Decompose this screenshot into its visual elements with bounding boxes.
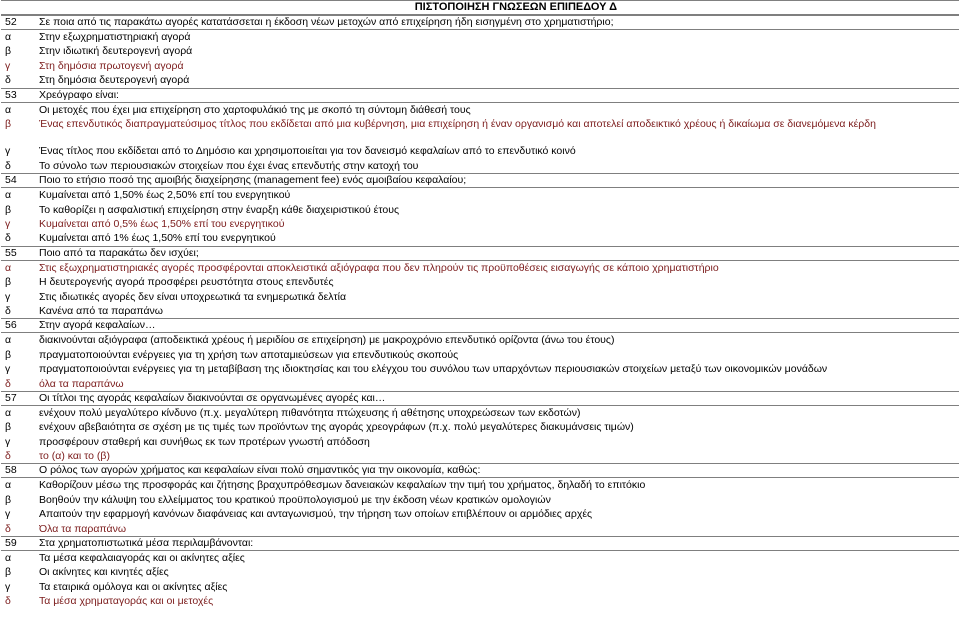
- question-row: [1, 173, 959, 188]
- answer-row: [1, 231, 959, 245]
- answer-row: [1, 217, 959, 231]
- question-sheet: [1, 0, 959, 609]
- answer-row: [1, 522, 959, 536]
- question-text: Ποιο από τα παρακάτω δεν ισχύει;: [39, 246, 199, 259]
- answer-row: [1, 449, 959, 463]
- answer-row: [1, 551, 959, 565]
- answer-text: πραγματοποιούνται ενέργειες για τη χρήση των αποταμιεύσεων για επενδυτικούς σκοπούς: [39, 348, 459, 361]
- answer-letter: α: [5, 261, 12, 274]
- answer-letter: δ: [5, 74, 11, 87]
- question-number: 54: [5, 174, 17, 187]
- page-title: ΠΙΣΤΟΠΟΙΗΣΗ ΓΝΩΣΕΩΝ ΕΠΙΠΕΔΟΥ Δ: [1, 1, 959, 15]
- answer-letter: β: [5, 117, 12, 130]
- question-row: [1, 463, 959, 478]
- answer-row: [1, 117, 959, 145]
- answer-letter: α: [5, 103, 12, 116]
- question-number: 59: [5, 537, 17, 550]
- answer-text: ενέχουν αβεβαιότητα σε σχέση με τις τιμές των προϊόντων της αγοράς χρεογράφων (π.χ. πολύ μεγαλύτερες διακυμάνσεις τιμών): [39, 421, 634, 434]
- question-row: [1, 536, 959, 551]
- answer-letter: γ: [5, 435, 11, 448]
- answer-text: Στις εξωχρηματιστηριακές αγορές προσφέρονται αποκλειστικά αξιόγραφα που δεν πληρούν τις προϋποθέσεις εισαγωγής σε κάποιο χρηματιστήριο: [39, 261, 719, 274]
- answer-letter: δ: [5, 159, 11, 172]
- answer-row: [1, 304, 959, 318]
- answer-row: [1, 594, 959, 608]
- question-number: 53: [5, 88, 17, 101]
- answer-row: [1, 275, 959, 289]
- question-text: Στην αγορά κεφαλαίων…: [39, 319, 156, 332]
- answer-letter: β: [5, 566, 12, 579]
- answer-row: [1, 73, 959, 87]
- answer-letter: γ: [5, 290, 11, 303]
- question-row: [1, 15, 959, 30]
- question-number: 58: [5, 464, 17, 477]
- answer-letter: δ: [5, 522, 11, 535]
- answer-letter: δ: [5, 450, 11, 463]
- answer-row: [1, 580, 959, 594]
- answer-letter: δ: [5, 232, 11, 245]
- answer-letter: α: [5, 479, 12, 492]
- answer-text: πραγματοποιούνται ενέργειες για τη μεταβίβαση της ιδιοκτησίας και του ελέγχου του συνόλου των υπαρχόντων περιουσιακών στοιχείων μεταξύ των οικονομικών μονάδων: [39, 363, 828, 376]
- question-row: [1, 88, 959, 103]
- answer-text: Όλα τα παραπάνω: [39, 522, 127, 535]
- answer-letter: α: [5, 552, 12, 565]
- answer-letter: β: [5, 421, 12, 434]
- question-list: [1, 15, 959, 609]
- answer-row: [1, 144, 959, 158]
- question-text: Σε ποια από τις παρακάτω αγορές κατατάσσεται η έκδοση νέων μετοχών από επιχείρηση ήδη εισηγμένη στο χρηματιστήριο;: [39, 16, 614, 28]
- question-row: [1, 391, 959, 406]
- answer-row: [1, 290, 959, 304]
- answer-row: [1, 44, 959, 58]
- answer-text: Το καθορίζει η ασφαλιστική επιχείρηση στην έναρξη κάθε διαχειριστικού έτους: [39, 203, 400, 216]
- answer-text: Στη δημόσια δευτερογενή αγορά: [39, 74, 190, 87]
- answer-text: Στη δημόσια πρωτογενή αγορά: [39, 59, 184, 72]
- answer-text: ενέχουν πολύ μεγαλύτερο κίνδυνο (π.χ. μεγαλύτερη πιθανότητα πτώχευσης ή αθέτησης υποχρεώσεων των εκδοτών): [39, 406, 581, 419]
- answer-letter: β: [5, 493, 12, 506]
- answer-text: Στις ιδιωτικές αγορές δεν είναι υποχρεωτικά τα ενημερωτικά δελτία: [39, 290, 347, 303]
- answer-text: Η δευτερογενής αγορά προσφέρει ρευστότητα στους επενδυτές: [39, 276, 334, 289]
- answer-row: [1, 478, 959, 492]
- answer-text: διακινούνται αξιόγραφα (αποδεικτικά χρέους ή μεριδίου σε επιχείρηση) με μακροχρόνιο επενδυτικό ορίζοντα (άνω του έτους): [39, 334, 615, 347]
- answer-letter: β: [5, 203, 12, 216]
- answer-row: [1, 333, 959, 347]
- question-number: 55: [5, 246, 17, 259]
- answer-text: Βοηθούν την κάλυψη του ελλείμματος του κρατικού προϋπολογισμού με την έκδοση νέων κρατικών ομολογιών: [39, 493, 551, 506]
- answer-letter: β: [5, 45, 12, 58]
- answer-text: Κυμαίνεται από 1,50% έως 2,50% επί του ενεργητικού: [39, 189, 291, 202]
- answer-text: Ένας τίτλος που εκδίδεται από το Δημόσιο και χρησιμοποιείται για τον δανεισμό κεφαλαίων από το επενδυτικό κοινό: [39, 145, 576, 158]
- answer-text: Στην εξωχρηματιστηριακή αγορά: [39, 31, 191, 43]
- answer-letter: β: [5, 276, 12, 289]
- question-number: 56: [5, 319, 17, 332]
- answer-row: [1, 261, 959, 275]
- answer-letter: α: [5, 189, 12, 202]
- answer-letter: γ: [5, 59, 11, 72]
- answer-letter: γ: [5, 508, 11, 521]
- answer-row: [1, 362, 959, 376]
- answer-text: το (α) και το (β): [39, 450, 110, 463]
- question-text: Ο ρόλος των αγορών χρήματος και κεφαλαίων είναι πολύ σημαντικός για την οικονομία, καθώς:: [39, 464, 481, 477]
- answer-letter: γ: [5, 580, 11, 593]
- answer-row: [1, 377, 959, 391]
- answer-letter: γ: [5, 145, 11, 158]
- answer-text: Οι ακίνητες και κινητές αξίες: [39, 566, 169, 579]
- answer-text: Κυμαίνεται από 1% έως 1,50% επί του ενεργητικού: [39, 232, 276, 245]
- answer-row: [1, 103, 959, 117]
- answer-text: Κανένα από τα παραπάνω: [39, 304, 163, 317]
- question-text: Χρεόγραφο είναι:: [39, 88, 119, 101]
- question-number: 57: [5, 391, 17, 404]
- answer-row: [1, 188, 959, 202]
- answer-row: [1, 159, 959, 173]
- answer-row: [1, 493, 959, 507]
- answer-letter: δ: [5, 304, 11, 317]
- answer-text: Τα εταιρικά ομόλογα και οι ακίνητες αξίες: [39, 580, 228, 593]
- answer-letter: γ: [5, 218, 11, 231]
- answer-letter: γ: [5, 363, 11, 376]
- answer-letter: δ: [5, 377, 11, 390]
- answer-row: [1, 59, 959, 73]
- answer-text: Ένας επενδυτικός διαπραγματεύσιμος τίτλος που εκδίδεται από μια κυβέρνηση, μια επιχείρηση ή έναν οργανισμό και αποτελεί αποδεικτικό χρέους ή δικαίωμα σε διανεμόμενα κέρδη: [39, 117, 876, 130]
- answer-text: Κυμαίνεται από 0,5% έως 1,50% επί του ενεργητικού: [39, 218, 285, 231]
- answer-text: Στην ιδιωτική δευτερογενή αγορά: [39, 45, 193, 58]
- answer-text: Τα μέσα χρηματαγοράς και οι μετοχές: [39, 595, 214, 608]
- answer-text: Οι μετοχές που έχει μια επιχείρηση στο χαρτοφυλάκιό της με σκοπό τη σύντομη διάθεσή τους: [39, 103, 471, 116]
- answer-text: Τα μέσα κεφαλαιαγοράς και οι ακίνητες αξίες: [39, 552, 245, 565]
- answer-row: [1, 435, 959, 449]
- answer-row: [1, 406, 959, 420]
- answer-letter: α: [5, 406, 12, 419]
- answer-letter: α: [5, 31, 12, 43]
- answer-text: προσφέρουν σταθερή και συνήθως εκ των προτέρων γνωστή απόδοση: [39, 435, 370, 448]
- question-number: 52: [5, 16, 17, 28]
- answer-letter: α: [5, 334, 12, 347]
- question-text: Στα χρηματοπιστωτικά μέσα περιλαμβάνονται:: [39, 537, 254, 550]
- question-row: [1, 246, 959, 261]
- question-row: [1, 318, 959, 333]
- answer-letter: δ: [5, 595, 11, 608]
- answer-letter: β: [5, 348, 12, 361]
- answer-text: Απαιτούν την εφαρμογή κανόνων διαφάνειας και ανταγωνισμού, την τήρηση των οποίων επιβλέπουν οι αρμόδιες αρχές: [39, 508, 593, 521]
- answer-row: [1, 348, 959, 362]
- answer-text: Το σύνολο των περιουσιακών στοιχείων που έχει ένας επενδυτής στην κατοχή του: [39, 159, 419, 172]
- answer-text: Καθορίζουν μέσω της προσφοράς και ζήτησης βραχυπρόθεσμων δανειακών κεφαλαίων την τιμή του χρήματος, δηλαδή το επιτόκιο: [39, 479, 646, 492]
- answer-row: [1, 30, 959, 44]
- answer-row: [1, 507, 959, 521]
- answer-row: [1, 203, 959, 217]
- answer-text: όλα τα παραπάνω: [39, 377, 124, 390]
- question-text: Οι τίτλοι της αγοράς κεφαλαίων διακινούνται σε οργανωμένες αγορές και…: [39, 391, 386, 404]
- answer-row: [1, 565, 959, 579]
- answer-row: [1, 420, 959, 434]
- question-text: Ποιο το ετήσιο ποσό της αμοιβής διαχείρησης (management fee) ενός αμοιβαίου κεφαλαίου;: [39, 174, 467, 187]
